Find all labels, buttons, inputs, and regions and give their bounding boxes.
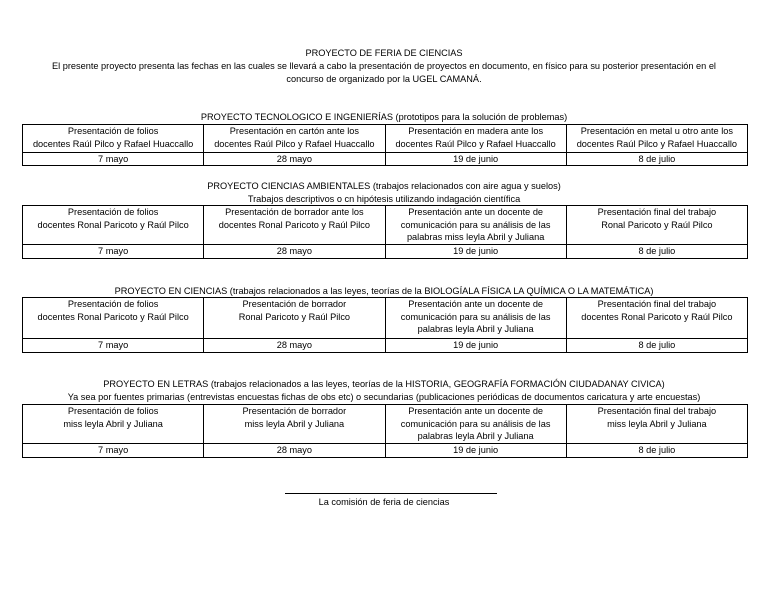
table-cell: Presentación en metal u otro ante los docentes Raúl Pilco y Rafael Huaccallo bbox=[566, 125, 747, 153]
table-cell: Presentación de borrador ante los docentes Ronal Paricoto y Raúl Pilco bbox=[204, 206, 385, 245]
date-cell: 28 mayo bbox=[204, 153, 385, 166]
intro-line-1: El presente proyecto presenta las fechas en las cuales se llevará a cabo la presentación de proyectos en documento, en físico para su posterior presentación en el bbox=[52, 61, 716, 71]
section-subtitle-ambientales: Trabajos descriptivos o cn hipótesis utilizando indagación científica bbox=[247, 194, 521, 204]
table-cell: Presentación de folios miss leyla Abril y Juliana bbox=[23, 405, 204, 444]
intro-line-2: concurso de organizado por la UGEL CAMANÁ. bbox=[286, 74, 482, 84]
table-cell: Presentación final del trabajo miss leyla Abril y Juliana bbox=[566, 405, 747, 444]
table-cell: Presentación de borrador miss leyla Abril y Juliana bbox=[204, 405, 385, 444]
date-cell: 19 de junio bbox=[385, 245, 566, 259]
schedule-table-tecnologico bbox=[22, 124, 748, 166]
table-row-dates bbox=[23, 339, 748, 353]
table-cell: Presentación final del trabajo docentes Ronal Paricoto y Raúl Pilco bbox=[566, 298, 747, 339]
table-row bbox=[23, 405, 748, 444]
date-cell: 28 mayo bbox=[204, 245, 385, 259]
table-row bbox=[23, 206, 748, 245]
date-cell: 7 mayo bbox=[23, 153, 204, 166]
date-cell: 8 de julio bbox=[566, 153, 747, 166]
section-title-ciencias: PROYECTO EN CIENCIAS (trabajos relacionados a las leyes, teorías de la BIOLOGÍALA FÍSICA LA QUÍMICA O LA MATEMÁTICA) bbox=[114, 286, 654, 296]
signature-label: La comisión de feria de ciencias bbox=[318, 497, 450, 507]
table-row bbox=[23, 125, 748, 153]
date-cell: 19 de junio bbox=[385, 339, 566, 353]
table-cell: Presentación final del trabajo Ronal Paricoto y Raúl Pilco bbox=[566, 206, 747, 245]
date-cell: 28 mayo bbox=[204, 339, 385, 353]
date-cell: 19 de junio bbox=[385, 444, 566, 458]
table-cell: Presentación en cartón ante los docentes Raúl Pilco y Rafael Huaccallo bbox=[204, 125, 385, 153]
schedule-table-letras bbox=[22, 404, 748, 458]
date-cell: 7 mayo bbox=[23, 339, 204, 353]
table-cell: Presentación de folios docentes Ronal Paricoto y Raúl Pilco bbox=[23, 206, 204, 245]
section-title-letras: PROYECTO EN LETRAS (trabajos relacionados a las leyes, teorías de la HISTORIA, GEOGRAFÍA FORMACIÓN CIUDADANAY CIVICA) bbox=[103, 379, 665, 389]
date-cell: 7 mayo bbox=[23, 444, 204, 458]
schedule-table-ambientales bbox=[22, 205, 748, 259]
table-row bbox=[23, 298, 748, 339]
date-cell: 7 mayo bbox=[23, 245, 204, 259]
table-cell: Presentación de borrador Ronal Paricoto y Raúl Pilco bbox=[204, 298, 385, 339]
table-row-dates bbox=[23, 245, 748, 259]
section-title-ambientales: PROYECTO CIENCIAS AMBIENTALES (trabajos relacionados con aire agua y suelos) bbox=[207, 181, 561, 191]
date-cell: 19 de junio bbox=[385, 153, 566, 166]
date-cell: 28 mayo bbox=[204, 444, 385, 458]
section-subtitle-letras: Ya sea por fuentes primarias (entrevistas encuestas fichas de obs etc) o secundarias (publicaciones periódicas de documentos caricatura y arte encuestas) bbox=[67, 392, 701, 402]
signature-line bbox=[285, 493, 497, 494]
table-row-dates bbox=[23, 153, 748, 166]
table-row-dates bbox=[23, 444, 748, 458]
document-title: PROYECTO DE FERIA DE CIENCIAS bbox=[305, 48, 463, 58]
table-cell: Presentación ante un docente de comunicación para su análisis de las palabras miss leyla Abril y Juliana bbox=[385, 206, 566, 245]
table-cell: Presentación de folios docentes Raúl Pilco y Rafael Huaccallo bbox=[23, 125, 204, 153]
table-cell: Presentación ante un docente de comunicación para su análisis de las palabras leyla Abril y Juliana bbox=[385, 298, 566, 339]
table-cell: Presentación en madera ante los docentes Raúl Pilco y Rafael Huaccallo bbox=[385, 125, 566, 153]
schedule-table-ciencias bbox=[22, 297, 748, 353]
table-cell: Presentación ante un docente de comunicación para su análisis de las palabras leyla Abril y Juliana bbox=[385, 405, 566, 444]
table-cell: Presentación de folios docentes Ronal Paricoto y Raúl Pilco bbox=[23, 298, 204, 339]
date-cell: 8 de julio bbox=[566, 245, 747, 259]
date-cell: 8 de julio bbox=[566, 444, 747, 458]
section-title-tecnologico: PROYECTO TECNOLOGICO E INGENIERÍAS (prototipos para la solución de problemas) bbox=[200, 112, 568, 122]
date-cell: 8 de julio bbox=[566, 339, 747, 353]
